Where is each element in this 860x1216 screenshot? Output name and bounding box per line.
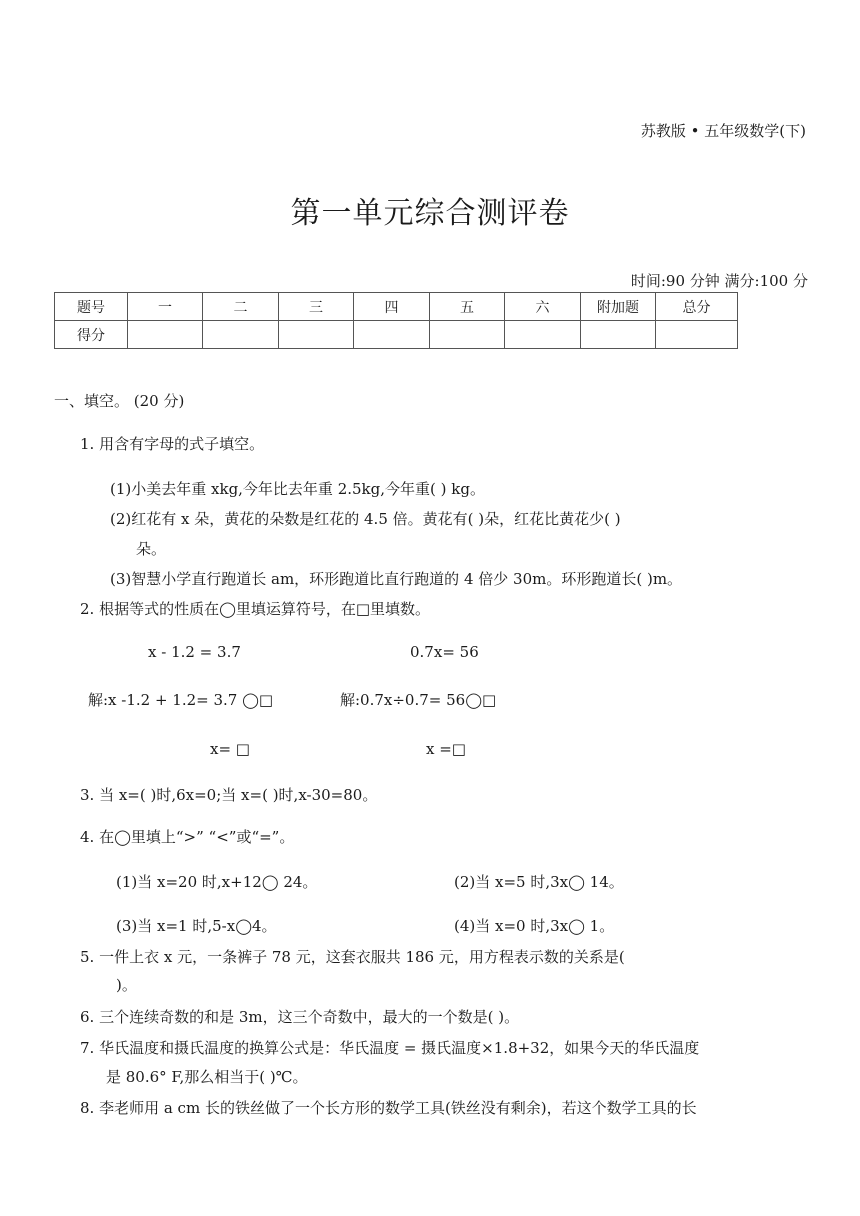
score-header-cell: 五 [430,293,505,321]
page-title: 第一单元综合测评卷 [290,196,570,231]
question-7: 7. 华氏温度和摄氏温度的换算公式是：华氏温度 = 摄氏温度×1.8+32，如果今天的华氏温度 [80,1039,700,1057]
score-header-cell: 二 [203,293,279,321]
score-table-header-row [55,293,738,321]
question-4-part-2: (2)当 x=5 时,3x◯ 14。 [454,873,624,891]
question-2: 2. 根据等式的性质在◯里填运算符号，在□里填数。 [80,600,431,618]
question-4: 4. 在◯里填上“>” “<”或“=”。 [80,828,295,846]
question-4-part-3: (3)当 x=1 时,5-x◯4。 [116,917,277,935]
score-header-cell: 题号 [55,293,128,321]
score-cell[interactable] [203,321,279,349]
score-table [54,292,738,349]
question-1-part-1: (1)小美去年重 xkg,今年比去年重 2.5kg,今年重( ) kg。 [110,480,485,498]
score-cell[interactable] [279,321,354,349]
score-header-cell: 一 [128,293,203,321]
publisher-label: 苏教版 • 五年级数学(下) [640,122,806,140]
question-1-part-3: (3)智慧小学直行跑道长 am，环形跑道比直行跑道的 4 倍少 30m。环形跑道长( )m。 [110,570,683,588]
score-header-cell: 四 [354,293,430,321]
question-4-part-1: (1)当 x=20 时,x+12◯ 24。 [116,873,318,891]
score-header-cell: 总分 [656,293,738,321]
score-header-cell: 三 [279,293,354,321]
score-cell[interactable] [581,321,656,349]
score-cell[interactable] [354,321,430,349]
question-1: 1. 用含有字母的式子填空。 [80,435,265,453]
question-3: 3. 当 x=( )时,6x=0;当 x=( )时,x-30=80。 [80,786,378,804]
section-heading: 一、填空。 (20 分) [54,392,185,410]
question-8: 8. 李老师用 a cm 长的铁丝做了一个长方形的数学工具(铁丝没有剩余)，若这个数学工具的长 [80,1099,697,1117]
solution-left: 解:x -1.2 + 1.2= 3.7 ◯□ [88,691,274,709]
question-4-part-4: (4)当 x=0 时,3x◯ 1。 [454,917,615,935]
score-header-cell: 六 [505,293,581,321]
question-1-part-2-continued: 朵。 [136,540,167,558]
score-row-label: 得分 [55,321,128,349]
score-cell[interactable] [128,321,203,349]
question-7-continued: 是 80.6° F,那么相当于( )℃。 [106,1068,308,1086]
equation-right: 0.7x= 56 [410,643,479,661]
question-6: 6. 三个连续奇数的和是 3m，这三个奇数中，最大的一个数是( )。 [80,1008,520,1026]
solution-right: 解:0.7x÷0.7= 56◯□ [340,691,497,709]
equation-left: x - 1.2 = 3.7 [148,643,241,661]
result-left: x= □ [210,740,250,758]
question-5-continued: )。 [116,976,137,994]
question-1-part-2: (2)红花有 x 朵，黄花的朵数是红花的 4.5 倍。黄花有( )朵，红花比黄花少( ) [110,510,621,528]
question-5: 5. 一件上衣 x 元，一条裤子 78 元，这套衣服共 186 元，用方程表示数的关系是( [80,948,625,966]
score-cell[interactable] [656,321,738,349]
score-cell[interactable] [505,321,581,349]
result-right: x =□ [426,740,466,758]
score-cell[interactable] [430,321,505,349]
score-table-score-row [55,321,738,349]
score-header-cell: 附加题 [581,293,656,321]
time-info: 时间:90 分钟 满分:100 分 [630,272,808,290]
